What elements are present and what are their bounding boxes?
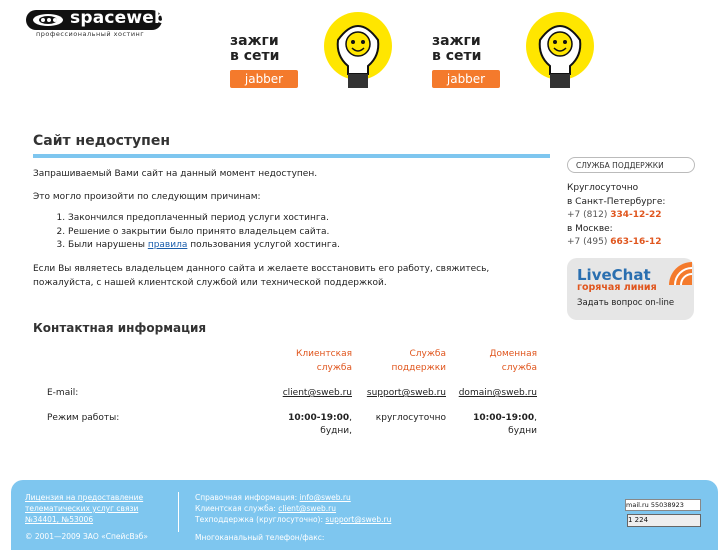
column-header-domain: Доменная служба <box>489 349 537 373</box>
logo-rocket-icon <box>30 12 66 28</box>
title-underline <box>33 154 550 158</box>
lightbulb-icon <box>318 10 400 95</box>
support-line2: в Санкт-Петербурге: <box>567 196 666 207</box>
support-hours: круглосуточно <box>375 413 446 423</box>
liveinternet-counter[interactable]: 1 224 <box>627 514 701 527</box>
spb-phone: 334-12-22 <box>610 210 662 220</box>
domain-hours: 10:00-19:00, будни <box>473 413 537 436</box>
hours-label: Режим работы: <box>47 413 120 423</box>
list-item <box>68 239 340 253</box>
jabber-button[interactable]: jabber <box>230 70 298 88</box>
reason3-before: Были нарушены <box>68 240 148 250</box>
livechat-title: LiveChat <box>577 266 651 284</box>
support-info: Круглосуточно в Санкт-Петербурге: +7 (812) 334-12-22 в Москве: +7 (495) 663-16-12 <box>567 183 666 247</box>
livechat-button[interactable] <box>567 258 694 320</box>
jabber-banner-2[interactable] <box>432 10 632 110</box>
support-line1: Круглосуточно <box>567 183 639 193</box>
list-item: 1. Закончился предоплаченный период услуги хостинга. <box>68 212 340 226</box>
client-hours: 10:00-19:00, будни, <box>288 413 352 436</box>
banner-line2: в сети <box>230 48 280 64</box>
column-header-support: Служба поддержки <box>391 349 446 373</box>
domain-email-link[interactable]: domain@sweb.ru <box>458 388 537 398</box>
support-email-link[interactable]: support@sweb.ru <box>366 388 446 398</box>
logo-text: spaceweb <box>70 8 167 28</box>
mailru-counter[interactable]: mail.ru 55038923 <box>625 499 701 511</box>
footer-client-email-link[interactable]: client@sweb.ru <box>278 504 337 513</box>
footer-support-email-link[interactable]: support@sweb.ru <box>325 515 392 524</box>
copyright: © 2001—2009 ЗАО «СпейсВэб» <box>25 532 148 541</box>
reasons-list <box>33 212 340 253</box>
logo-subtitle: профессиональный хостинг <box>36 30 145 38</box>
jabber-banner-1[interactable] <box>230 10 430 110</box>
livechat-subtitle: горячая линия <box>577 282 657 293</box>
jabber-button[interactable]: jabber <box>432 70 500 88</box>
reasons-intro: Это могло произойти по следующим причинам: <box>33 192 261 202</box>
email-label: E-mail: <box>47 388 79 398</box>
page-title: Сайт недоступен <box>33 133 170 149</box>
banner-line2: в сети <box>432 48 482 64</box>
lightbulb-icon <box>520 10 602 95</box>
contacts-title: Контактная информация <box>33 321 207 335</box>
reason3-after: пользования услугой хостинга. <box>187 240 340 250</box>
footer-divider <box>178 492 179 532</box>
owner-text: Если Вы являетесь владельцем данного сайта и желаете восстановить его работу, свяжитесь, пожалуйста, с нашей клиентской службой или технической поддержкой. <box>33 264 490 288</box>
list-item: 2. Решение о закрытии было принято владельцем сайта. <box>68 226 340 240</box>
column-header-client: Клиентская служба <box>296 349 352 373</box>
intro-text: Запрашиваемый Вами сайт на данный момент недоступен. <box>33 169 318 179</box>
banner-line1: зажги <box>432 33 481 49</box>
msk-phone: 663-16-12 <box>610 237 662 247</box>
license-link[interactable]: Лицензия на предоставление телематических услуг связи №34401, №53006 <box>25 493 144 524</box>
footer-contacts: Справочная информация: info@sweb.ru Клиентская служба: client@sweb.ru Техподдержка (круглосуточно): support@sweb.ru <box>195 493 392 524</box>
livechat-ask: Задать вопрос on-line <box>577 298 675 308</box>
info-email-link[interactable]: info@sweb.ru <box>299 493 351 502</box>
rules-link[interactable]: правила <box>147 240 188 250</box>
multiline-phone: Многоканальный телефон/факс: <box>195 533 325 542</box>
support-line3: в Москве: <box>567 223 613 234</box>
support-title: СЛУЖБА ПОДДЕРЖКИ <box>567 157 695 173</box>
signal-icon <box>667 260 694 287</box>
banner-line1: зажги <box>230 33 279 49</box>
client-email-link[interactable]: client@sweb.ru <box>282 388 352 398</box>
